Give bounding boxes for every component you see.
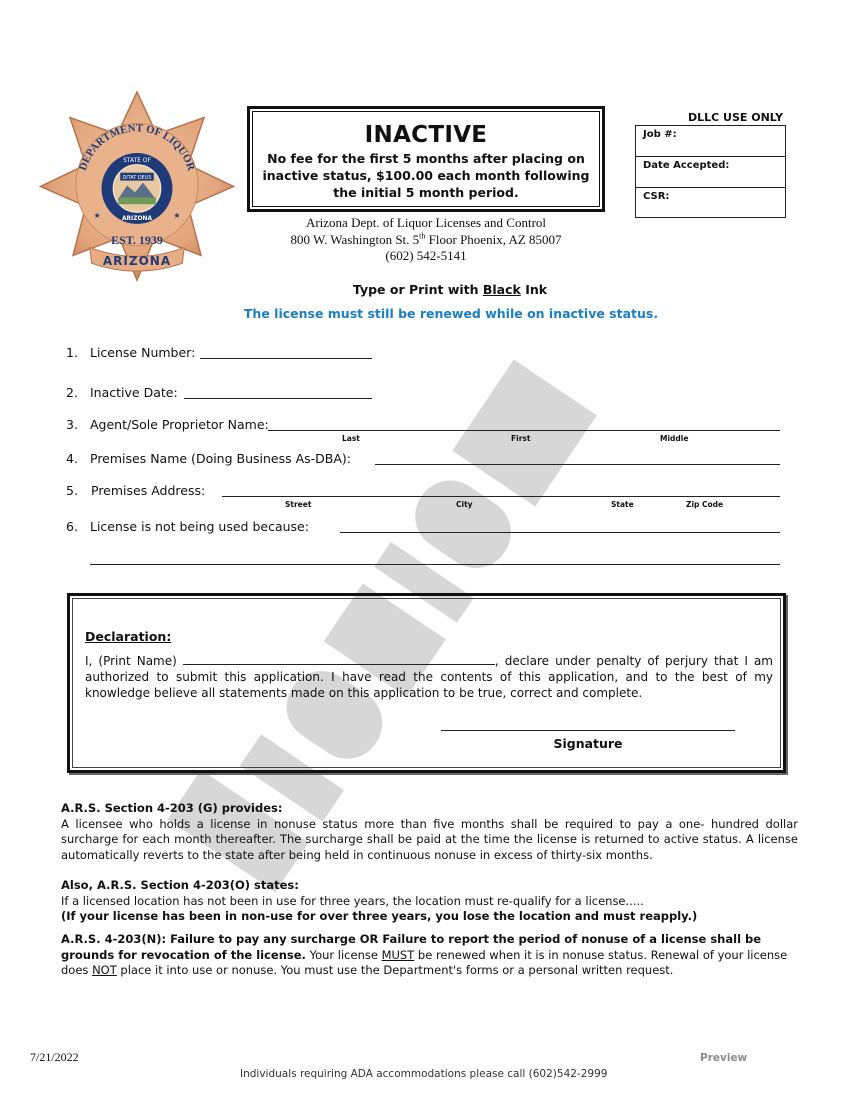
field-number: 1.	[66, 345, 78, 360]
watermark-text: Preview	[700, 1052, 748, 1064]
sublabel-zip-code: Zip Code	[686, 500, 724, 509]
sublabel-state: State	[611, 500, 634, 509]
sublabel-city: City	[456, 500, 473, 509]
declaration-title: Declaration:	[85, 629, 172, 644]
field-label: License is not being used because:	[90, 519, 309, 534]
department-phone: (602) 542-5141	[385, 248, 467, 263]
seal-motto: DITAT DEUS	[122, 175, 152, 182]
field-label: License Number:	[90, 345, 196, 360]
field-number: 4.	[66, 451, 78, 466]
renewal-note: The license must still be renewed while on inactive status.	[243, 306, 659, 321]
seal-bottom-text: ARIZONA	[121, 215, 153, 222]
office-use-title: DLLC USE ONLY	[688, 111, 784, 124]
fee-notice: No fee for the first 5 months after placing on inactive status, $100.00 each month following the initial 5 month period.	[262, 151, 590, 200]
field-number: 2.	[66, 385, 78, 400]
statute-4-203-n: A.R.S. 4-203(N): Failure to pay any surcharge OR Failure to report the period of nonuse of a license shall be grounds for revocation of the license. Your license MUST be renewed when it is in nonuse status. Renewal of your license does NOT place it into use or nonuse. You must use the Department's forms or a personal written request.	[61, 932, 788, 977]
seal-top-text: STATE OF	[123, 157, 151, 164]
star-icon: ★	[93, 211, 101, 220]
statute-4-203-o	[61, 878, 798, 925]
print-name-input[interactable]	[183, 654, 495, 665]
field-label: Agent/Sole Proprietor Name:	[90, 417, 269, 432]
agent-name-input[interactable]	[268, 430, 780, 431]
field-nonuse-reason	[0, 519, 850, 535]
signature-label: Signature	[553, 736, 623, 751]
form-title-box	[247, 106, 605, 212]
badge-banner-text: ARIZONA	[102, 254, 172, 268]
license-number-input[interactable]	[200, 358, 372, 359]
field-label: Premises Address:	[91, 483, 206, 498]
department-street-address: 800 W. Washington St. 5th Floor Phoenix, AZ 85007	[290, 231, 562, 247]
revision-date: 7/21/2022	[30, 1050, 79, 1064]
nonuse-reason-input[interactable]	[340, 532, 780, 533]
sublabel-street: Street	[285, 500, 312, 509]
statute-o-text: If a licensed location has not been in use for three years, the location must re-qualify for a license.....	[61, 893, 644, 908]
premises-name-input[interactable]	[375, 464, 780, 465]
form-title: INACTIVE	[364, 122, 488, 148]
sublabel-last: Last	[342, 434, 360, 443]
field-agent-name	[0, 417, 850, 443]
csr-field[interactable]: CSR:	[643, 191, 670, 202]
seal-center	[113, 165, 160, 212]
field-premises-address	[0, 483, 850, 509]
inactive-date-input[interactable]	[184, 398, 372, 399]
badge-ring-text: DEPARTMENT OF LIQUOR	[76, 122, 198, 173]
statute-g-text: A licensee who holds a license in nonuse status more than five months shall be required to pay a one- hundred dollar surcharge for each month thereafter. The surcharge shall be paid at the time the license is returned to active status. A license automatically reverts to the state after being held in continuous nonuse in excess of thirty-six months.	[61, 816, 798, 862]
office-use-box	[635, 125, 786, 218]
department-name: Arizona Dept. of Liquor Licenses and Control	[305, 215, 547, 230]
date-accepted-field[interactable]: Date Accepted:	[636, 157, 785, 188]
field-license-number	[0, 345, 850, 361]
statute-o-heading: Also, A.R.S. Section 4-203(O) states:	[61, 878, 299, 892]
department-address-block	[247, 215, 605, 265]
sublabel-middle: Middle	[660, 434, 689, 443]
declaration-text: I, (Print Name) , declare under penalty of perjury that I am authorized to submit this application. I have read the contents of this application, and to the best of my knowledge believe all statements made on this application to be true, correct and complete.	[85, 654, 773, 700]
job-number-field[interactable]: Job #:	[636, 126, 785, 157]
field-label: Inactive Date:	[90, 385, 178, 400]
statute-4-203-g	[61, 801, 798, 863]
star-icon: ★	[173, 211, 181, 220]
signature-line[interactable]	[441, 730, 735, 731]
badge-established: EST. 1939	[111, 233, 163, 247]
field-premises-name	[0, 451, 850, 467]
sublabel-first: First	[511, 434, 531, 443]
premises-address-input[interactable]	[222, 496, 780, 497]
field-inactive-date	[0, 385, 850, 401]
field-label: Premises Name (Doing Business As-DBA):	[90, 451, 352, 466]
field-number: 6.	[66, 519, 78, 534]
field-number: 3.	[66, 417, 78, 432]
statute-g-heading: A.R.S. Section 4-203 (G) provides:	[61, 801, 283, 815]
field-number: 5.	[66, 483, 78, 498]
ada-notice: Individuals requiring ADA accommodations please call (602)542-2999	[240, 1068, 608, 1080]
nonuse-reason-input-line-2[interactable]	[90, 564, 780, 565]
declaration-box	[67, 593, 786, 773]
statute-o-note: (If your license has been in non-use for over three years, you lose the location and must reapply.)	[61, 909, 698, 923]
statute-n-bold: A.R.S. 4-203(N): Failure to pay any surcharge OR Failure to report the period of nonuse of a license shall be grounds for revocation of the license.	[61, 932, 762, 962]
ink-instruction: Type or Print with Black Ink	[352, 282, 548, 297]
